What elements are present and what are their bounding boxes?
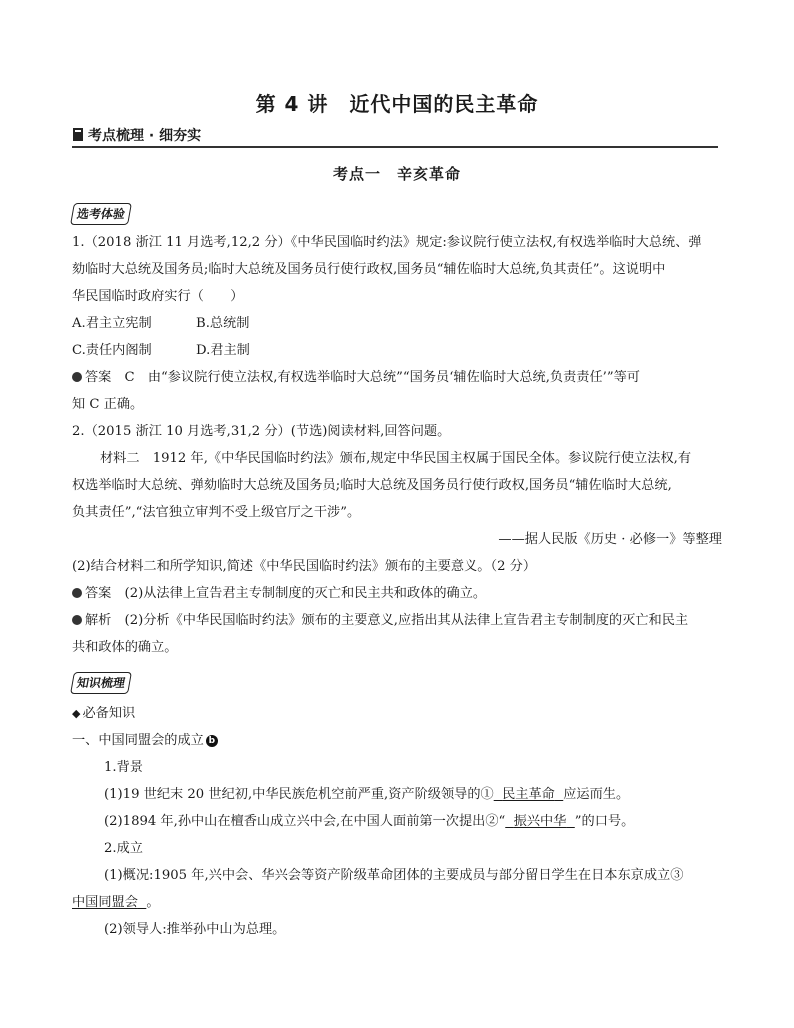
- sub-heading-background: 1.背景: [104, 760, 143, 775]
- option-b: B.总统制: [196, 316, 250, 331]
- q1-line-3: 华民国临时政府实行（ ）: [72, 289, 244, 304]
- establishment-item-2: (2)领导人:推举孙中山为总理。: [104, 922, 286, 937]
- q2-answer: 答案 (2)从法律上宣告君主专制制度的灭亡和民主共和政体的确立。: [72, 585, 486, 603]
- establishment-item-1: (1)概况:1905 年,兴中会、华兴会等资产阶级革命团体的主要成员与部分留日学生在日本东京成立③: [104, 868, 684, 883]
- answer-marker-icon: [72, 372, 82, 382]
- option-d: D.君主制: [196, 343, 250, 358]
- q2-question: (2)结合材料二和所学知识,简述《中华民国临时约法》颁布的主要意义。（2 分）: [72, 559, 537, 574]
- knowledge-badge: 知识梳理: [70, 672, 132, 694]
- material-line-3: 负其责任”,“法官独立审判不受上级官厅之干涉”。: [72, 505, 361, 520]
- bookmark-icon: [72, 127, 84, 142]
- knowledge-heading-1: 一、中国同盟会的成立 b: [72, 732, 218, 750]
- option-a: A.君主立宪制: [72, 316, 152, 331]
- establishment-item-1-cont: 中国同盟会 。: [72, 895, 160, 910]
- blank-answer-2: 振兴中华: [513, 814, 567, 829]
- section-divider: [72, 146, 718, 148]
- material-line-2: 权选举临时大总统、弹劾临时大总统及国务员;临时大总统及国务员行使行政权,国务员“辅佐临时大总统,: [72, 478, 672, 493]
- exam-badge: 选考体验: [70, 203, 132, 225]
- page-title: 第 4 讲 近代中国的民主革命: [255, 92, 539, 116]
- q1-line-1: 1.（2018 浙江 11 月选考,12,2 分）《中华民国临时约法》规定:参议院行使立法权,有权选举临时大总统、弹: [72, 235, 702, 250]
- level-b-icon: b: [206, 735, 218, 747]
- sub-heading-establishment: 2.成立: [104, 841, 143, 856]
- q2-analysis-line-1: 解析 (2)分析《中华民国临时约法》颁布的主要意义,应指出其从法律上宣告君主专制制度的灭亡和民主: [72, 612, 688, 630]
- section-label: 考点梳理 · 细夯实: [88, 128, 202, 144]
- background-item-2: (2)1894 年,孙中山在檀香山成立兴中会,在中国人面前第一次提出②“ 振兴中华 ”的口号。: [104, 814, 635, 829]
- analysis-marker-icon: [72, 615, 82, 625]
- material-line-1: 材料二 1912 年,《中华民国临时约法》颁布,规定中华民国主权属于国民全体。参议院行使立法权,有: [100, 451, 692, 466]
- blank-answer-3: 中国同盟会: [72, 895, 138, 910]
- must-know-heading: ◆ 必备知识: [72, 706, 136, 721]
- material-source: ——据人民版《历史 · 必修一》等整理: [498, 532, 722, 547]
- section-bar: [72, 124, 718, 148]
- q1-answer-line-1: 答案 C 由“参议院行使立法权,有权选举临时大总统”“国务员‘辅佐临时大总统,负责责任’”等可: [72, 369, 640, 387]
- option-c: C.责任内阁制: [72, 343, 152, 358]
- background-item-1: (1)19 世纪末 20 世纪初,中华民族危机空前严重,资产阶级领导的① 民主革命 应运而生。: [104, 787, 630, 802]
- answer-marker-icon: [72, 588, 82, 598]
- q1-line-2: 劾临时大总统及国务员;临时大总统及国务员行使行政权,国务员“辅佐临时大总统,负其责任”。这说明中: [72, 262, 666, 277]
- q1-answer-line-2: 知 C 正确。: [72, 397, 144, 412]
- topic-heading: 考点一 辛亥革命: [332, 165, 461, 183]
- q2-line-1: 2.（2015 浙江 10 月选考,31,2 分）(节选)阅读材料,回答问题。: [72, 424, 451, 439]
- blank-answer-1: 民主革命: [502, 787, 555, 802]
- diamond-bullet-icon: ◆: [72, 707, 81, 720]
- q2-analysis-line-2: 共和政体的确立。: [72, 640, 178, 655]
